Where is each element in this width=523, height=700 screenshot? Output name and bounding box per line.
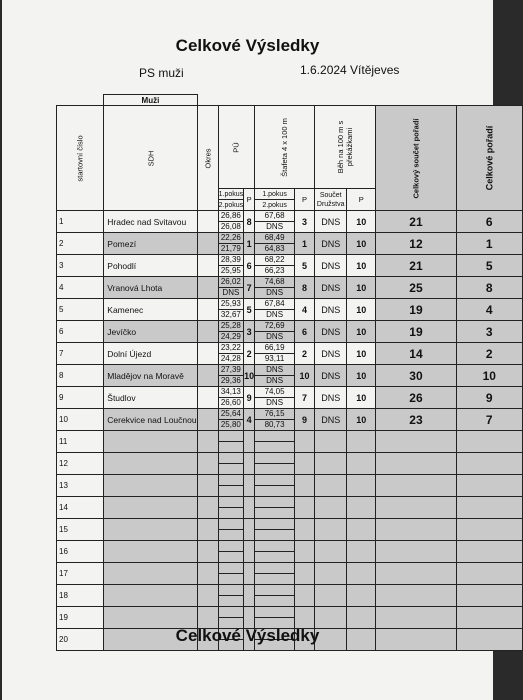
total-order: 12 [375, 233, 456, 255]
team-name [104, 541, 197, 563]
relay-attempt1-header: 1.pokus [255, 189, 295, 200]
total-order-header: Celkový součet pořadí [375, 106, 456, 211]
relay-attempt2: DNS [266, 310, 284, 319]
relay-points [295, 541, 315, 563]
overall-rank [456, 585, 522, 607]
pu-attempts [218, 475, 244, 497]
pu-points: 4 [244, 409, 255, 431]
empty-row [57, 519, 523, 541]
results-table [56, 94, 523, 651]
okres-cell [197, 211, 218, 233]
start-number-header: startovní číslo [57, 106, 104, 211]
overall-rank: 9 [456, 387, 522, 409]
pu-attempt2: 25,95 [220, 266, 241, 275]
relay-points: 3 [295, 211, 315, 233]
team-name: Hradec nad Svitavou [104, 211, 197, 233]
okres-cell [197, 541, 218, 563]
relay-attempt1: 68,49 [255, 233, 294, 244]
pu-points: 2 [244, 343, 255, 365]
relay-attempt2: DNS [266, 398, 284, 407]
table-row [57, 365, 523, 387]
okres-cell [197, 365, 218, 387]
total-order: 25 [375, 277, 456, 299]
pu-attempt1: 27,39 [219, 365, 244, 376]
pu-points: 8 [244, 211, 255, 233]
team-sum-header: Součet Družstva [314, 189, 347, 211]
pu-attempt1: 25,64 [219, 409, 244, 420]
results-sheet [2, 0, 496, 700]
start-number: 6 [57, 321, 104, 343]
overall-rank [456, 541, 522, 563]
overall-rank: 5 [456, 255, 522, 277]
total-order: 21 [375, 211, 456, 233]
run-points: 10 [347, 365, 375, 387]
pu-points: 7 [244, 277, 255, 299]
empty-row [57, 541, 523, 563]
relay-points: 5 [295, 255, 315, 277]
run-result [314, 541, 347, 563]
run-points: 10 [347, 211, 375, 233]
total-order [375, 541, 456, 563]
relay-points [295, 497, 315, 519]
pu-attempts [218, 343, 244, 365]
total-order: 14 [375, 343, 456, 365]
start-number: 2 [57, 233, 104, 255]
run-result: DNS [314, 233, 347, 255]
table-row [57, 277, 523, 299]
relay-points: 6 [295, 321, 315, 343]
relay-attempts [255, 475, 295, 497]
overall-rank [456, 431, 522, 453]
team-name [104, 519, 197, 541]
relay-attempt2: 64,83 [264, 244, 285, 253]
okres-cell [197, 497, 218, 519]
okres-cell [197, 453, 218, 475]
overall-rank-header: Celkové pořadí [456, 106, 522, 211]
footer-title: Celkové Výsledky [175, 626, 320, 645]
run-points: 10 [347, 387, 375, 409]
team-name [104, 563, 197, 585]
total-order [375, 585, 456, 607]
pu-attempt2: 26,08 [220, 222, 241, 231]
overall-rank [456, 563, 522, 585]
okres-cell [197, 431, 218, 453]
team-name [104, 475, 197, 497]
total-order: 21 [375, 255, 456, 277]
relay-points [295, 453, 315, 475]
table-row [57, 321, 523, 343]
relay-attempts [255, 519, 295, 541]
pu-attempt2: 24,28 [220, 354, 241, 363]
okres-cell [197, 519, 218, 541]
pu-points: 5 [244, 299, 255, 321]
relay-p-header: P [295, 189, 315, 211]
overall-rank [456, 475, 522, 497]
pu-attempts [218, 497, 244, 519]
pu-attempt2: 25,80 [220, 420, 241, 429]
okres-cell [197, 321, 218, 343]
start-number: 17 [57, 563, 104, 585]
pu-attempt2: 32,67 [220, 310, 241, 319]
table-row [57, 299, 523, 321]
run-points [347, 497, 375, 519]
run-result [314, 453, 347, 475]
relay-attempt1: 67,68 [255, 211, 294, 222]
overall-rank: 6 [456, 211, 522, 233]
relay-attempts [255, 585, 295, 607]
relay-attempts [255, 299, 295, 321]
relay-attempts [255, 277, 295, 299]
pu-points: 9 [244, 387, 255, 409]
okres-cell [197, 277, 218, 299]
run-header: Běh na 100 m s překážkami [314, 106, 375, 189]
overall-rank [456, 497, 522, 519]
overall-rank: 3 [456, 321, 522, 343]
empty-row [57, 497, 523, 519]
relay-attempt2: DNS [266, 332, 284, 341]
relay-attempts [255, 365, 295, 387]
relay-points [295, 519, 315, 541]
run-points [347, 519, 375, 541]
pu-attempt1-header: 1.pokus [218, 190, 244, 198]
run-points [347, 453, 375, 475]
run-points: 10 [347, 277, 375, 299]
relay-attempt1: 67,84 [255, 299, 294, 310]
team-name: Vranová Lhota [104, 277, 197, 299]
run-result [314, 563, 347, 585]
date-place-label: 1.6.2024 Vítějeves [300, 63, 400, 77]
relay-attempt1: 74,68 [255, 277, 294, 288]
start-number: 13 [57, 475, 104, 497]
run-result: DNS [314, 343, 347, 365]
pu-attempts [218, 453, 244, 475]
okres-cell [197, 233, 218, 255]
relay-attempt2: 80,73 [264, 420, 285, 429]
relay-points: 1 [295, 233, 315, 255]
team-name: Jevíčko [104, 321, 197, 343]
total-order [375, 431, 456, 453]
total-order [375, 497, 456, 519]
empty-row [57, 475, 523, 497]
team-name: Kamenec [104, 299, 197, 321]
relay-attempts [255, 233, 295, 255]
run-points: 10 [347, 343, 375, 365]
start-number: 1 [57, 211, 104, 233]
run-result [314, 497, 347, 519]
team-name: Pomezí [104, 233, 197, 255]
start-number: 11 [57, 431, 104, 453]
empty-row [57, 431, 523, 453]
run-p-header: P [347, 189, 375, 211]
relay-attempts [255, 563, 295, 585]
relay-attempts [255, 321, 295, 343]
total-order [375, 563, 456, 585]
run-result [314, 475, 347, 497]
pu-attempts [218, 233, 244, 255]
relay-attempt1: 72,69 [255, 321, 294, 332]
pu-points: 10 [244, 365, 255, 387]
relay-attempts [255, 211, 295, 233]
total-order [375, 475, 456, 497]
pu-attempts [218, 365, 244, 387]
run-result: DNS [314, 211, 347, 233]
table-row [57, 343, 523, 365]
relay-attempt1: 74,05 [255, 387, 294, 398]
relay-header: Štafeta 4 x 100 m [255, 106, 315, 189]
pu-attempt2: 29,36 [220, 376, 241, 385]
pu-attempts [218, 541, 244, 563]
run-points [347, 563, 375, 585]
pu-points [244, 519, 255, 541]
pu-points [244, 585, 255, 607]
table-row [57, 409, 523, 431]
empty-row [57, 453, 523, 475]
empty-row [57, 585, 523, 607]
total-order: 19 [375, 299, 456, 321]
run-points: 10 [347, 233, 375, 255]
pu-attempt2: 26,60 [220, 398, 241, 407]
relay-attempts [255, 343, 295, 365]
relay-points [295, 563, 315, 585]
pu-attempts [218, 519, 244, 541]
team-name: Dolní Újezd [104, 343, 197, 365]
run-points [347, 475, 375, 497]
pu-attempt1: 26,86 [219, 211, 244, 222]
pu-attempt1: 23,22 [219, 343, 244, 354]
total-order [375, 519, 456, 541]
relay-attempt1: 76,15 [255, 409, 294, 420]
run-points: 10 [347, 299, 375, 321]
pu-attempts [218, 431, 244, 453]
pu-attempts [218, 211, 244, 233]
relay-attempt2-header: 2.pokus [255, 200, 295, 211]
run-points [347, 585, 375, 607]
run-result [314, 585, 347, 607]
relay-attempt1: 66,19 [255, 343, 294, 354]
pu-points [244, 431, 255, 453]
relay-attempt1: DNS [255, 365, 294, 376]
overall-rank [456, 453, 522, 475]
pu-p-header: P [244, 189, 255, 211]
relay-points [295, 585, 315, 607]
pu-attempt1: 26,02 [219, 277, 244, 288]
relay-attempts [255, 497, 295, 519]
table-row [57, 211, 523, 233]
category-label: PS muži [139, 66, 184, 80]
pu-points: 3 [244, 321, 255, 343]
run-result: DNS [314, 409, 347, 431]
pu-attempts [218, 299, 244, 321]
overall-rank: 10 [456, 365, 522, 387]
pu-attempts [218, 585, 244, 607]
relay-points: 2 [295, 343, 315, 365]
pu-attempt1: 28,39 [219, 255, 244, 266]
run-result: DNS [314, 255, 347, 277]
page-title: Celkové Výsledky [175, 36, 320, 55]
pu-points [244, 541, 255, 563]
start-number: 5 [57, 299, 104, 321]
run-points [347, 431, 375, 453]
empty-row [57, 563, 523, 585]
okres-cell [197, 585, 218, 607]
sdh-header: SDH [104, 106, 197, 211]
table-row [57, 387, 523, 409]
pu-header: PÚ [218, 106, 255, 189]
okres-cell [197, 255, 218, 277]
relay-attempt2: DNS [266, 376, 284, 385]
okres-cell [197, 387, 218, 409]
start-number: 4 [57, 277, 104, 299]
run-points [347, 541, 375, 563]
pu-attempt1: 34,13 [219, 387, 244, 398]
overall-rank [456, 519, 522, 541]
relay-attempt2: 66,23 [264, 266, 285, 275]
relay-attempts [255, 255, 295, 277]
relay-attempts [255, 453, 295, 475]
overall-rank: 7 [456, 409, 522, 431]
run-result: DNS [314, 365, 347, 387]
relay-points: 8 [295, 277, 315, 299]
run-result: DNS [314, 299, 347, 321]
team-name [104, 431, 197, 453]
relay-points [295, 431, 315, 453]
relay-points: 9 [295, 409, 315, 431]
relay-attempts [255, 431, 295, 453]
okres-cell [197, 343, 218, 365]
relay-attempts [255, 409, 295, 431]
relay-points: 10 [295, 365, 315, 387]
start-number: 14 [57, 497, 104, 519]
team-name: Mladějov na Moravě [104, 365, 197, 387]
run-points: 10 [347, 409, 375, 431]
start-number: 20 [57, 629, 104, 651]
team-name: Cerekvice nad Loučnou [104, 409, 197, 431]
relay-points: 4 [295, 299, 315, 321]
run-result: DNS [314, 387, 347, 409]
overall-rank: 4 [456, 299, 522, 321]
pu-attempt2: 21,79 [220, 244, 241, 253]
pu-attempt2: DNS [222, 288, 240, 297]
relay-attempts [255, 541, 295, 563]
pu-attempts [218, 563, 244, 585]
pu-attempts [218, 387, 244, 409]
okres-cell [197, 299, 218, 321]
overall-rank: 2 [456, 343, 522, 365]
pu-points [244, 563, 255, 585]
pu-points: 6 [244, 255, 255, 277]
relay-attempt2: 93,11 [264, 354, 285, 363]
okres-header: Okres [197, 106, 218, 211]
relay-attempt2: DNS [266, 222, 284, 231]
start-number: 9 [57, 387, 104, 409]
total-order: 26 [375, 387, 456, 409]
run-result: DNS [314, 321, 347, 343]
pu-attempts [218, 321, 244, 343]
relay-attempt1: 68,22 [255, 255, 294, 266]
pu-attempts [218, 255, 244, 277]
team-name [104, 497, 197, 519]
start-number: 18 [57, 585, 104, 607]
pu-points [244, 453, 255, 475]
table-row [57, 233, 523, 255]
pu-attempt1: 25,28 [219, 321, 244, 332]
pu-points: 1 [244, 233, 255, 255]
okres-cell [197, 475, 218, 497]
pu-attempt1: 22,26 [219, 233, 244, 244]
start-number: 12 [57, 453, 104, 475]
okres-cell [197, 563, 218, 585]
start-number: 7 [57, 343, 104, 365]
pu-attempt2-header: 2.pokus [218, 201, 244, 209]
relay-points [295, 475, 315, 497]
relay-points: 7 [295, 387, 315, 409]
run-result [314, 519, 347, 541]
run-result: DNS [314, 277, 347, 299]
team-name [104, 453, 197, 475]
total-order: 23 [375, 409, 456, 431]
overall-rank: 8 [456, 277, 522, 299]
total-order [375, 453, 456, 475]
total-order: 30 [375, 365, 456, 387]
pu-points [244, 497, 255, 519]
run-result [314, 431, 347, 453]
relay-attempts [255, 387, 295, 409]
start-number: 10 [57, 409, 104, 431]
okres-cell [197, 409, 218, 431]
pu-attempts [218, 277, 244, 299]
run-points: 10 [347, 321, 375, 343]
team-name [104, 585, 197, 607]
start-number: 8 [57, 365, 104, 387]
start-number: 3 [57, 255, 104, 277]
overall-rank: 1 [456, 233, 522, 255]
table-row [57, 255, 523, 277]
start-number: 16 [57, 541, 104, 563]
total-order: 19 [375, 321, 456, 343]
group-header: Muži [104, 95, 197, 106]
start-number: 19 [57, 607, 104, 629]
run-points: 10 [347, 255, 375, 277]
pu-attempts [218, 409, 244, 431]
pu-attempt1: 25,93 [219, 299, 244, 310]
start-number: 15 [57, 519, 104, 541]
team-name: Študlov [104, 387, 197, 409]
pu-attempt2: 24,29 [220, 332, 241, 341]
pu-points [244, 475, 255, 497]
relay-attempt2: DNS [266, 288, 284, 297]
team-name: Pohodlí [104, 255, 197, 277]
